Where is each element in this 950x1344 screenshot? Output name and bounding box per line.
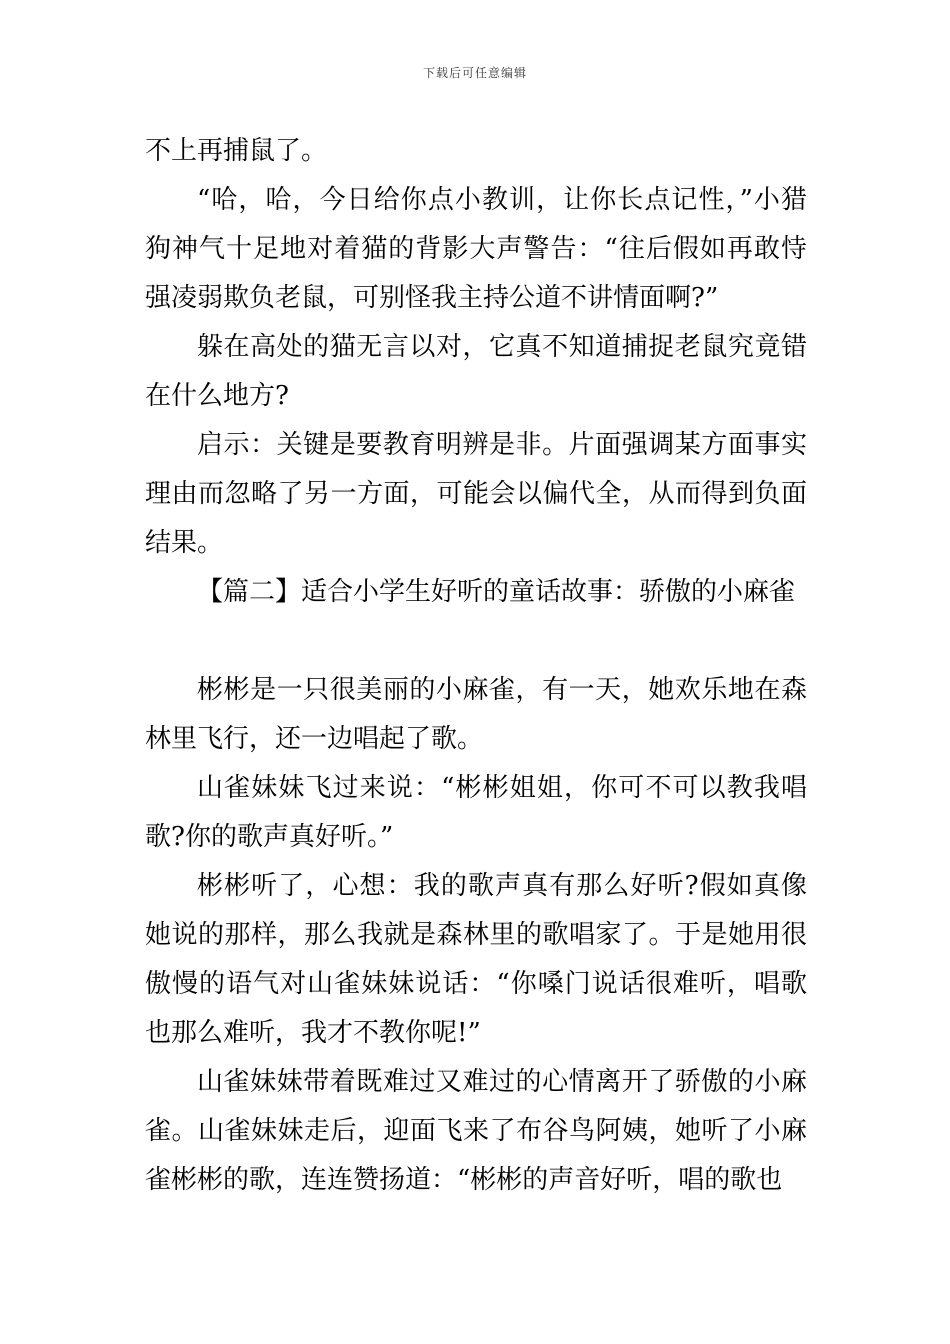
section-title: 【篇二】适合小学生好听的童话故事：骄傲的小麻雀 (197, 577, 796, 607)
paragraph-sparrow-intro: 彬彬是一只很美丽的小麻雀，有一天，她欢乐地在森林里飞行，还一边唱起了歌。 (145, 675, 807, 754)
paragraph-moral: 启示：关键是要教育明辨是非。片面强调某方面事实理由而忽略了另一方面，可能会以偏代全，从而得到负面结果。 (145, 430, 807, 558)
document-body (145, 127, 807, 1205)
paragraph-tit-request: 山雀妹妹飞过来说：“彬彬姐姐，你可不可以教我唱歌?你的歌声真好听。” (145, 773, 807, 852)
blank-line (145, 617, 807, 666)
paragraph-puppy-warning: “哈，哈，今日给你点小教训，让你长点记性，”小猎狗神气十足地对着猫的背影大声警告：“往后假如再敢恃强凌弱欺负老鼠，可别怪我主持公道不讲情面啊?” (145, 185, 807, 313)
paragraph-cat-speechless: 躲在高处的猫无言以对，它真不知道捕捉老鼠究竟错在什么地方? (145, 332, 807, 411)
page-header: 下载后可任意编辑 (422, 66, 527, 80)
paragraph-sparrow-arrogance: 彬彬听了，心想：我的歌声真有那么好听?假如真像她说的那样，那么我就是森林里的歌唱家了。于是她用很傲慢的语气对山雀妹妹说话：“你嗓门说话很难听，唱歌也那么难听，我才不教你呢!” (145, 871, 807, 1048)
paragraph-continuation: 不上再捕鼠了。 (145, 136, 328, 166)
paragraph-cuckoo-praise: 山雀妹妹带着既难过又难过的心情离开了骄傲的小麻雀。山雀妹妹走后，迎面飞来了布谷鸟阿姨，她听了小麻雀彬彬的歌，连连赞扬道：“彬彬的声音好听，唱的歌也 (145, 1067, 807, 1195)
